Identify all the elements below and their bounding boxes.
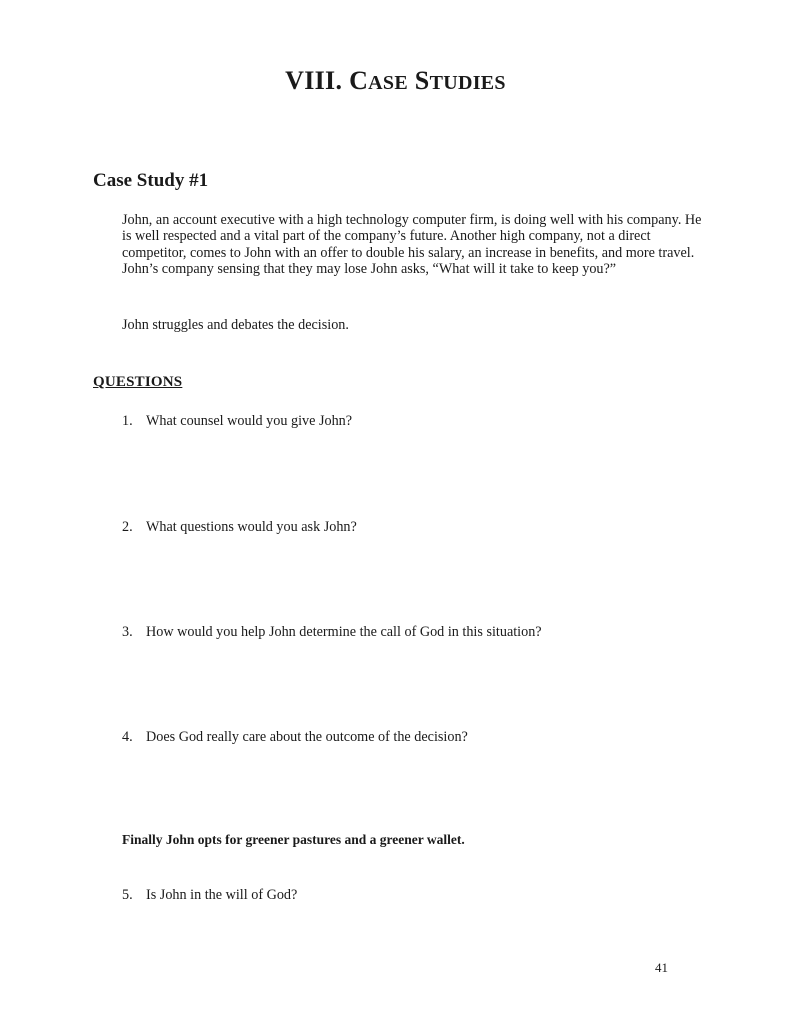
title-smallcaps-tudies: TUDIES	[429, 72, 506, 94]
question-text: How would you help John determine the call of God in this situation?	[146, 624, 542, 640]
questions-heading: QUESTIONS	[93, 374, 183, 390]
page-number: 41	[655, 960, 668, 975]
question-item	[122, 624, 542, 641]
title-numeral: VIII.	[285, 66, 343, 95]
case-study-heading: Case Study #1	[93, 170, 209, 191]
question-text: What questions would you ask John?	[146, 519, 357, 535]
question-number: 3.	[122, 624, 133, 640]
case-study-paragraph: John, an account executive with a high technology computer firm, is doing well with his company. He is well respected and a vital part of the company’s future. Another high company, not a direct competitor, comes to John with an offer to double his salary, an increase in benefits, and more travel. John’s company sensing that they may lose John asks, “What will it take to keep you?”	[122, 212, 702, 278]
outcome-note: Finally John opts for greener pastures and a greener wallet.	[122, 832, 465, 847]
question-text: Does God really care about the outcome of the decision?	[146, 729, 468, 745]
question-text: What counsel would you give John?	[146, 413, 353, 429]
question-item	[122, 519, 357, 536]
question-number: 2.	[122, 519, 133, 535]
question-number: 4.	[122, 729, 133, 745]
question-item	[122, 887, 297, 904]
title-cap-c: C	[349, 66, 369, 95]
title-smallcaps-ase: ASE	[368, 72, 408, 94]
case-study-paragraph-2: John struggles and debates the decision.	[122, 317, 349, 333]
page-title	[0, 66, 791, 96]
question-text: Is John in the will of God?	[146, 887, 298, 903]
question-number: 1.	[122, 413, 133, 429]
question-item	[122, 729, 468, 746]
question-item	[122, 413, 352, 430]
title-cap-s: S	[414, 66, 430, 95]
question-number: 5.	[122, 887, 133, 903]
